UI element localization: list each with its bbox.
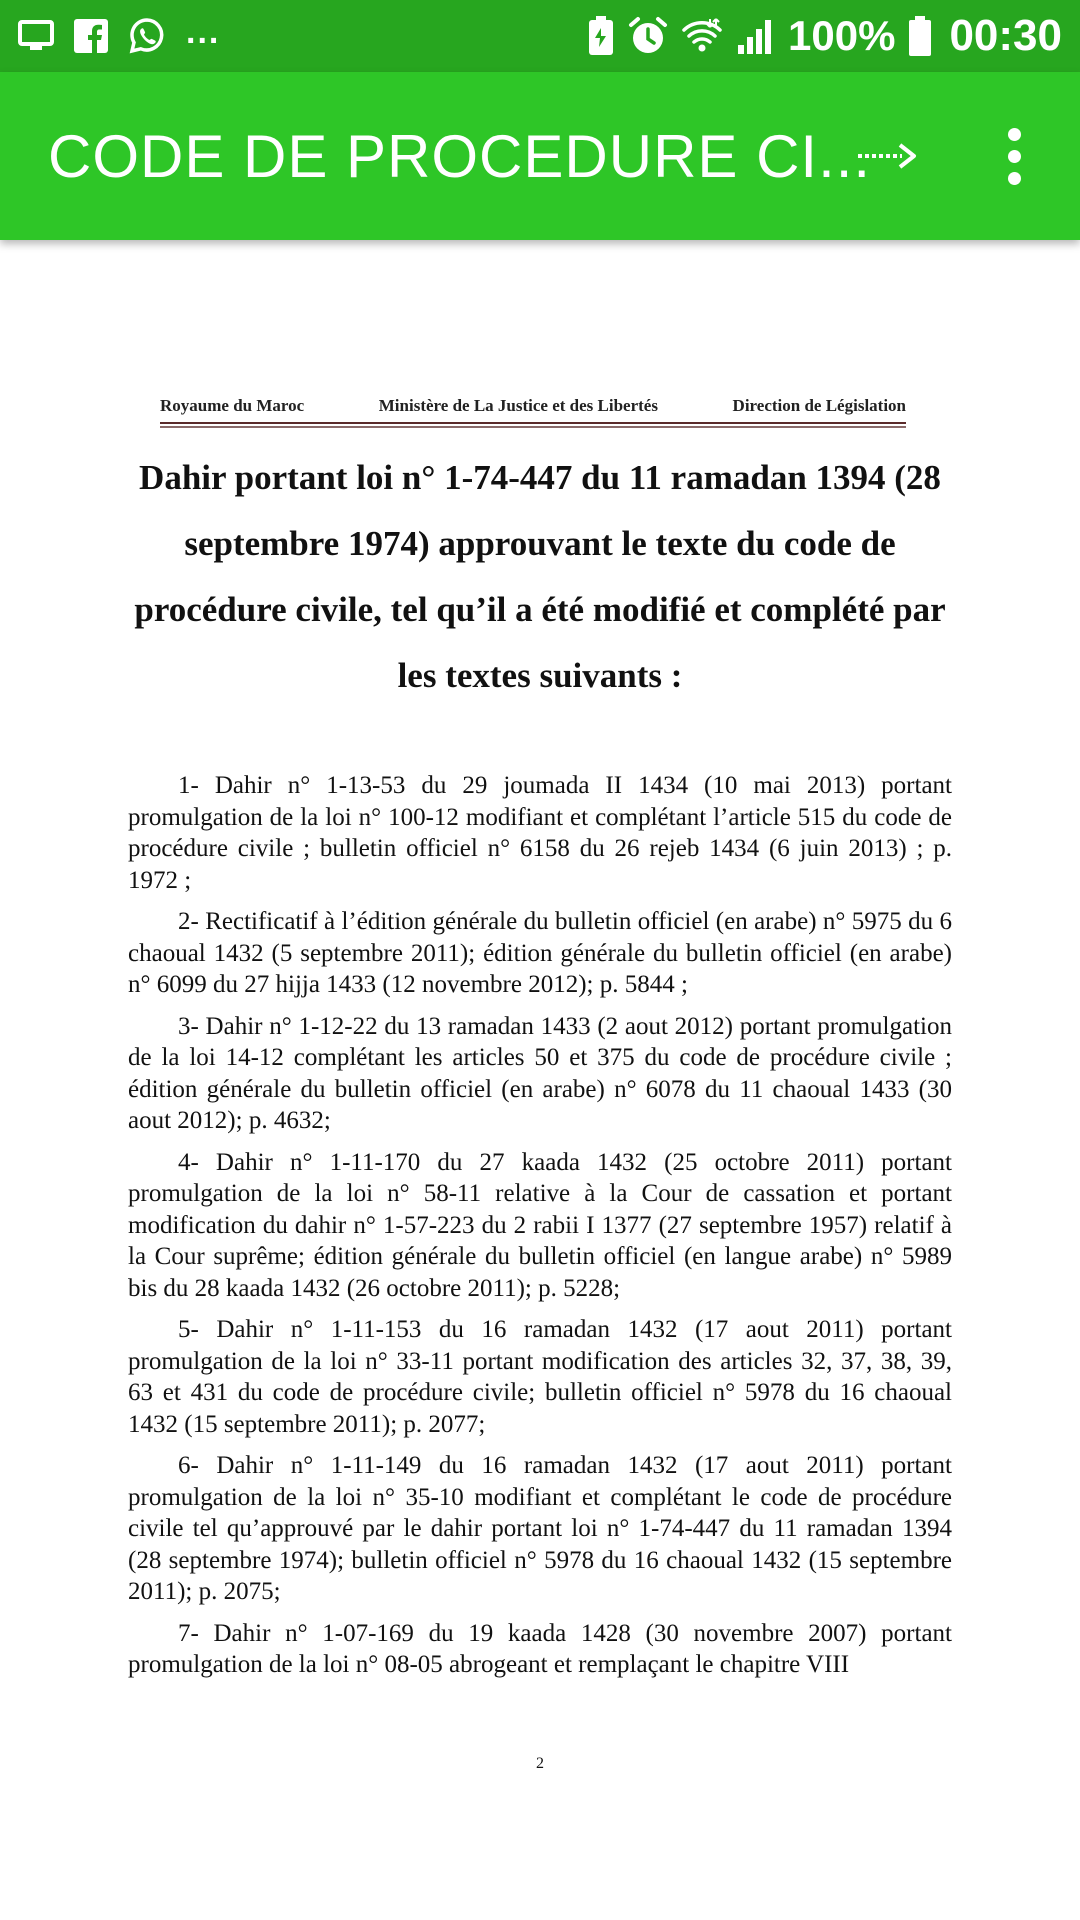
- header-center: Ministère de La Justice et des Libertés: [378, 396, 658, 415]
- list-item: 3- Dahir n° 1-12-22 du 13 ramadan 1433 (2 aout 2012) portant promulgation de la loi 14-12 complétant les articles 50 et 375 du code de procédure civile ; édition générale du bulletin officiel (en arabe) n° 6078 du 11 chaoual 1433 (30 aout 2012); p. 4632;: [128, 1012, 952, 1134]
- status-right-icons: [588, 11, 1062, 61]
- header-rule: [160, 422, 906, 428]
- document-title: Dahir portant loi n° 1-74-447 du 11 ramadan 1394 (28 septembre 1974) approuvant le texte du code de procédure civile, tel qu’il a été modifié et complété par les textes suivants :: [134, 458, 946, 695]
- app-title: CODE DE PROCEDURE CI...: [48, 122, 872, 190]
- dotted-arrow-right-icon[interactable]: [852, 128, 924, 184]
- clock: 00:30: [949, 11, 1062, 60]
- list-item: 2- Rectificatif à l’édition générale du bulletin officiel (en arabe) n° 5975 du 6 chaoual 1432 (5 septembre 2011); édition générale du bulletin officiel (en arabe) n° 6099 du 27 hijja 1433 (12 novembre 2012); p. 5844 ;: [128, 908, 952, 998]
- list-item: 5- Dahir n° 1-11-153 du 16 ramadan 1432 (17 aout 2011) portant promulgation de la loi n° 33-11 portant modification des articles 32, 37, 38, 39, 63 et 431 du code de procédure civile; bulletin officiel n° 5978 du 16 chaoual 1432 (15 septembre 2011); p. 2077;: [128, 1316, 952, 1438]
- status-left-icons: [18, 13, 221, 55]
- battery-icon: [909, 16, 931, 56]
- list-item: 7- Dahir n° 1-07-169 du 19 kaada 1428 (30 novembre 2007) portant promulgation de la loi n° 08-05 abrogeant et remplaçant le chapitre VIII: [128, 1619, 952, 1678]
- list-item: 1- Dahir n° 1-13-53 du 29 joumada II 1434 (10 mai 2013) portant promulgation de la loi n° 100-12 modifiant et complétant l’article 515 du code de procédure civile ; bulletin officiel n° 6158 du 26 rejeb 1434 (6 juin 2013) ; p. 1972 ;: [128, 772, 952, 894]
- battery-saver-icon: [588, 16, 614, 56]
- list-item: 6- Dahir n° 1-11-149 du 16 ramadan 1432 (17 aout 2011) portant promulgation de la loi n° 35-10 modifiant et complétant le code de procédure civile tel qu’approuvé par le dahir portant loi n° 1-74-447 du 11 ramadan 1394 (28 septembre 1974); bulletin officiel n° 5978 du 16 chaoual 1432 (15 septembre 2011); p. 2075;: [128, 1452, 952, 1605]
- list-item: 4- Dahir n° 1-11-170 du 27 kaada 1432 (25 octobre 2011) portant promulgation de la loi n° 58-11 relative à la Cour de cassation et portant modification du dahir n° 1-57-223 du 2 rabii I 1377 (27 septembre 1957) relatif à la Cour suprême; édition générale du bulletin officiel (en langue arabe) n° 5989 bis du 28 kaada 1432 (26 octobre 2011); p. 5228;: [128, 1148, 952, 1302]
- header-right: Direction de Législation: [732, 396, 906, 415]
- amendment-list: [128, 770, 952, 1691]
- status-bar: [0, 0, 1080, 72]
- battery-percent: 100%: [788, 12, 896, 59]
- alarm-icon: [628, 16, 668, 56]
- wifi-icon: [682, 16, 722, 56]
- app-bar: [0, 72, 1080, 240]
- more-notifications-text: ...: [186, 13, 221, 51]
- pdf-page[interactable]: [0, 240, 1080, 1920]
- screen-icon: [18, 20, 54, 52]
- document-header: [160, 396, 906, 416]
- facebook-icon: [74, 19, 108, 53]
- more-vertical-icon[interactable]: [990, 120, 1038, 192]
- header-left: Royaume du Maroc: [160, 396, 305, 415]
- page-number: 2: [536, 1755, 544, 1772]
- signal-icon: [736, 17, 774, 55]
- whatsapp-icon: [128, 17, 166, 55]
